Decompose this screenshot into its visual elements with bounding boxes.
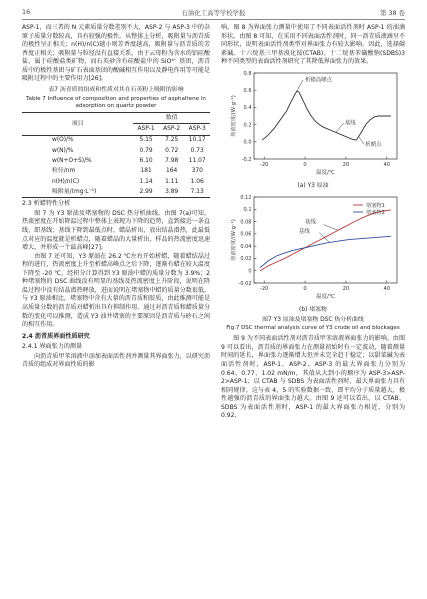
table-cell: 6.10 <box>139 158 153 165</box>
series-line <box>262 91 391 140</box>
column-header: ASP-1 <box>133 124 159 135</box>
y-axis-label: 热流密度/(W·g⁻¹) <box>231 219 237 261</box>
volume-number: 第 38 卷 <box>380 9 405 17</box>
table-cell: 181 <box>140 168 152 175</box>
table-cell: 1.06 <box>190 178 204 185</box>
x-tick-label: 40 <box>383 285 391 292</box>
paragraph: ASP-1，而三者的 N 元素质量分数差别不大，ASP-2 与 ASP-3 中的杂原子质量分数较高，具有较强的极性。从整体上分析，吸附量与沥青质的极性呈正相关；n(H)/n(C)越小则芳香度越高，吸附量与沥青质的芳香度正相关；吸附量与粒径没有直接关系。由于云母粉为含水的铝硅酸盐，属于硅酸盐类矿物，而石英砂含有硅酸盐中的 SiO⁴⁻ 基团，沥青质中的极性基团与矿石表面基团的酸碱相互作用以及静电作用等可能是吸附过程中的主要作用力[26]。 <box>22 24 210 83</box>
table-caption: 表7 沥青质的组成和性质对其在石英粉上吸附的影响 <box>48 86 184 93</box>
series-line <box>260 210 391 271</box>
table-cell: 5.15 <box>139 137 153 144</box>
column-header: 项目 <box>22 113 133 136</box>
y-tick-label: 0 <box>248 268 252 275</box>
table-cell: 0.72 <box>165 147 179 154</box>
row-label: 粒径/nm <box>52 168 76 175</box>
running-header <box>22 6 405 20</box>
paragraph: 响。图 8 为界面张力测量中使用了不同表面活性剂时 ASP-1 的油滴形状。由图 8 可知，在采用不同表面活性剂时，同一沥青质液滴呈不同形状，说明表面活性剂类型对界面张力有较大影响。因此，选择碳素碱、十六烷基三甲基溴化铵(CTAB)、十二烷基苯磺酸钠(SDBS)3 种不同类型的表面活性剂研究了其降低界面张力的效果。 <box>221 24 405 66</box>
y-tick-label: 0.4 <box>243 104 252 111</box>
row-label: 吸附量/(mg·L⁻¹) <box>22 187 133 198</box>
figure-7a <box>221 67 405 191</box>
annotation-leader <box>336 123 344 132</box>
table-cell: 0.73 <box>190 147 204 154</box>
table-cell: 164 <box>166 168 178 175</box>
table-cell: 7.13 <box>184 187 210 198</box>
table-cell: 2.99 <box>133 187 159 198</box>
y-tick-label: 0.04 <box>240 243 252 250</box>
table-row <box>22 156 210 166</box>
dsc-chart-blockages <box>221 191 405 303</box>
annotation-leader <box>359 136 365 144</box>
annotation-label: 基线 <box>298 228 310 235</box>
y-tick-label: 0.6 <box>243 87 252 94</box>
annotation-label: 析蜡高峰点 <box>305 77 333 84</box>
y-tick-label: 0.2 <box>243 122 252 129</box>
figure-caption: 图7 Y3 原油及堵塞物 DSC 热分析曲线 <box>262 316 364 323</box>
y-tick-label: 0.0 <box>243 139 252 146</box>
legend-label: 堵塞物2 <box>366 209 385 216</box>
table-row <box>22 177 210 187</box>
row-label: w(N)/% <box>52 147 74 154</box>
annotation-label: 析蜡点 <box>365 141 382 148</box>
x-tick-label: 40 <box>383 161 391 168</box>
table-cell: 370 <box>191 168 203 175</box>
y-tick-label: 0.02 <box>240 256 252 263</box>
table-cell: 11.07 <box>188 158 206 165</box>
series-line <box>260 236 391 267</box>
right-column <box>221 24 405 421</box>
annotation-label: 基线 <box>344 120 356 127</box>
row-label: n(H)/n(C) <box>52 178 80 185</box>
x-axis-label: 温度/℃ <box>316 293 335 300</box>
annotation-leader <box>319 232 329 242</box>
table-cell: 0.79 <box>139 147 153 154</box>
table-cell: 1.11 <box>165 178 179 185</box>
table-row <box>22 146 210 156</box>
paragraph: 图 9 为不同表面活性剂对沥青质甲苯溶液界面张力的影响。由图 9 可以看出，沥青质的界面张力在测量初始时有一定波动，随着测量时间的延长，界面张力逐渐增大但并未完全趋于稳定；以甜菜碱为表面活性剂时，ASP-1、ASP-2、ASP-3 的最大界面张力分别为 0.64、0.77、1.02 mN/m，其值从大到小的顺序为 ASP-3>ASP-2>ASP-1；以 CTAB 与 SDBS 为表面活性剂时，最大界面张力具有相同规律。这与表 4、5 的实验数据一致，即平均分子质量越大，极性越强的沥青质的界面张力越大。由图 9 还可以看出，以 CTAB、SDBS 为表面活性剂时，ASP-1 的最大界面张力相近，分别为 0.92、 <box>221 335 405 420</box>
annotation-label: 基线 <box>305 219 316 226</box>
table-row <box>22 135 210 146</box>
row-label: w(N+O+S)/% <box>52 158 92 165</box>
left-column <box>22 24 210 370</box>
table-cell: 7.98 <box>165 158 179 165</box>
x-tick-label: -20 <box>259 285 269 292</box>
y-tick-label: 0.12 <box>240 194 252 201</box>
y-tick-label: 0.06 <box>240 231 252 238</box>
annotation-leader <box>323 224 337 230</box>
y-tick-label: 0.08 <box>240 219 252 226</box>
paragraph: 由图 7 还可知，Y3 原油在 26.2 ℃左右开始析蜡，随着蜡结晶过程的进行，热流密度上升至析蜡高峰点之后下降，逐渐有蜡在较大温度下降至 -20 ℃，经积分计算得到 Y3 原油中蜡的质量分数为 3.9%；2 种堵塞物的 DSC 曲线没有明显的基线及热流密度上升阶段，说明在降温过程中没有结晶潜热释放，进而说明在堵塞物中蜡的质量分数很低。与 Y3 原油相比，堵塞物中含有大量的沥青质和胶质，由此推测可能是高质量分数的沥青质对蜡析出具有抑制作用。通过对沥青质和蜡质量分数的变化可以推测，造成 Y3 油井堵塞的主要原因是沥青质与砂石之间的相互作用。 <box>22 252 210 329</box>
figure-caption-en: Fig.7 DSC thermal analysis curve of Y3 crude oil and blockages <box>226 324 400 331</box>
legend-label: 堵塞物1 <box>366 202 385 209</box>
figure-subcaption: (b) 堵塞物 <box>299 307 327 314</box>
figure-7b <box>221 191 405 315</box>
table-cell: 10.17 <box>188 137 206 144</box>
figure-subcaption: (a) Y3 原油 <box>297 183 329 190</box>
subsection-heading: 2.4.1 界面张力的测量 <box>22 343 83 351</box>
column-header: ASP-3 <box>184 124 210 135</box>
page-number: 16 <box>22 8 31 16</box>
section-heading: 2.4 沥青质界面性质研究 <box>22 332 90 340</box>
x-tick-label: -20 <box>259 161 269 168</box>
y-tick-label: -0.2 <box>241 156 252 163</box>
section-heading: 2.3 析蜡特性分析 <box>22 200 71 208</box>
table-cell: 1.14 <box>139 178 153 185</box>
x-tick-label: 20 <box>342 161 350 168</box>
x-tick-label: 0 <box>303 161 307 168</box>
paragraph: 向沥青质甲苯溶液中添加表面活性剂并测量其界面张力，以研究沥青质的组成对界面性质的影 <box>22 352 210 369</box>
dsc-chart-y3-crude <box>221 67 405 179</box>
journal-title: 石油化工高等学校学报 <box>181 9 246 17</box>
table-caption-en: Table 7 Influence of composition and properties of asphaltene in adsorption on quartz powder <box>26 95 206 110</box>
table-row <box>22 187 210 198</box>
annotation-leader <box>297 80 303 91</box>
y-tick-label: -0.02 <box>238 280 252 287</box>
x-tick-label: 0 <box>303 285 307 292</box>
table-header-row <box>22 113 210 124</box>
row-label: w(O)/% <box>52 137 74 144</box>
column-header: ASP-2 <box>159 124 185 135</box>
x-axis-label: 温度/℃ <box>316 169 335 176</box>
x-tick-label: 20 <box>342 285 350 292</box>
column-header: 数值 <box>133 113 210 124</box>
table-cell: 3.89 <box>159 187 185 198</box>
y-tick-label: 0.8 <box>243 70 252 77</box>
composition-table <box>22 112 210 198</box>
table-row <box>22 167 210 177</box>
y-tick-label: 0.1 <box>243 206 252 213</box>
y-axis-label: 热流密度/(W·g⁻¹) <box>231 95 237 137</box>
header-rule <box>22 19 405 20</box>
table-cell: 7.25 <box>165 137 179 144</box>
paragraph: 图 7 为 Y3 原油及堵塞物的 DSC 热分析曲线。由图 7(a)可知，热流密度在开始降温过程中整体上表现为下降的趋势，直到接近一条直线，即基线；基线下降到最低点时，蜡晶析出，放出结晶潜热，此最低点对应的温度就是析蜡点，随着蜡晶的大量析出，样品的热流密度迅速增大，并形成一个最高峰[27]。 <box>22 209 210 252</box>
